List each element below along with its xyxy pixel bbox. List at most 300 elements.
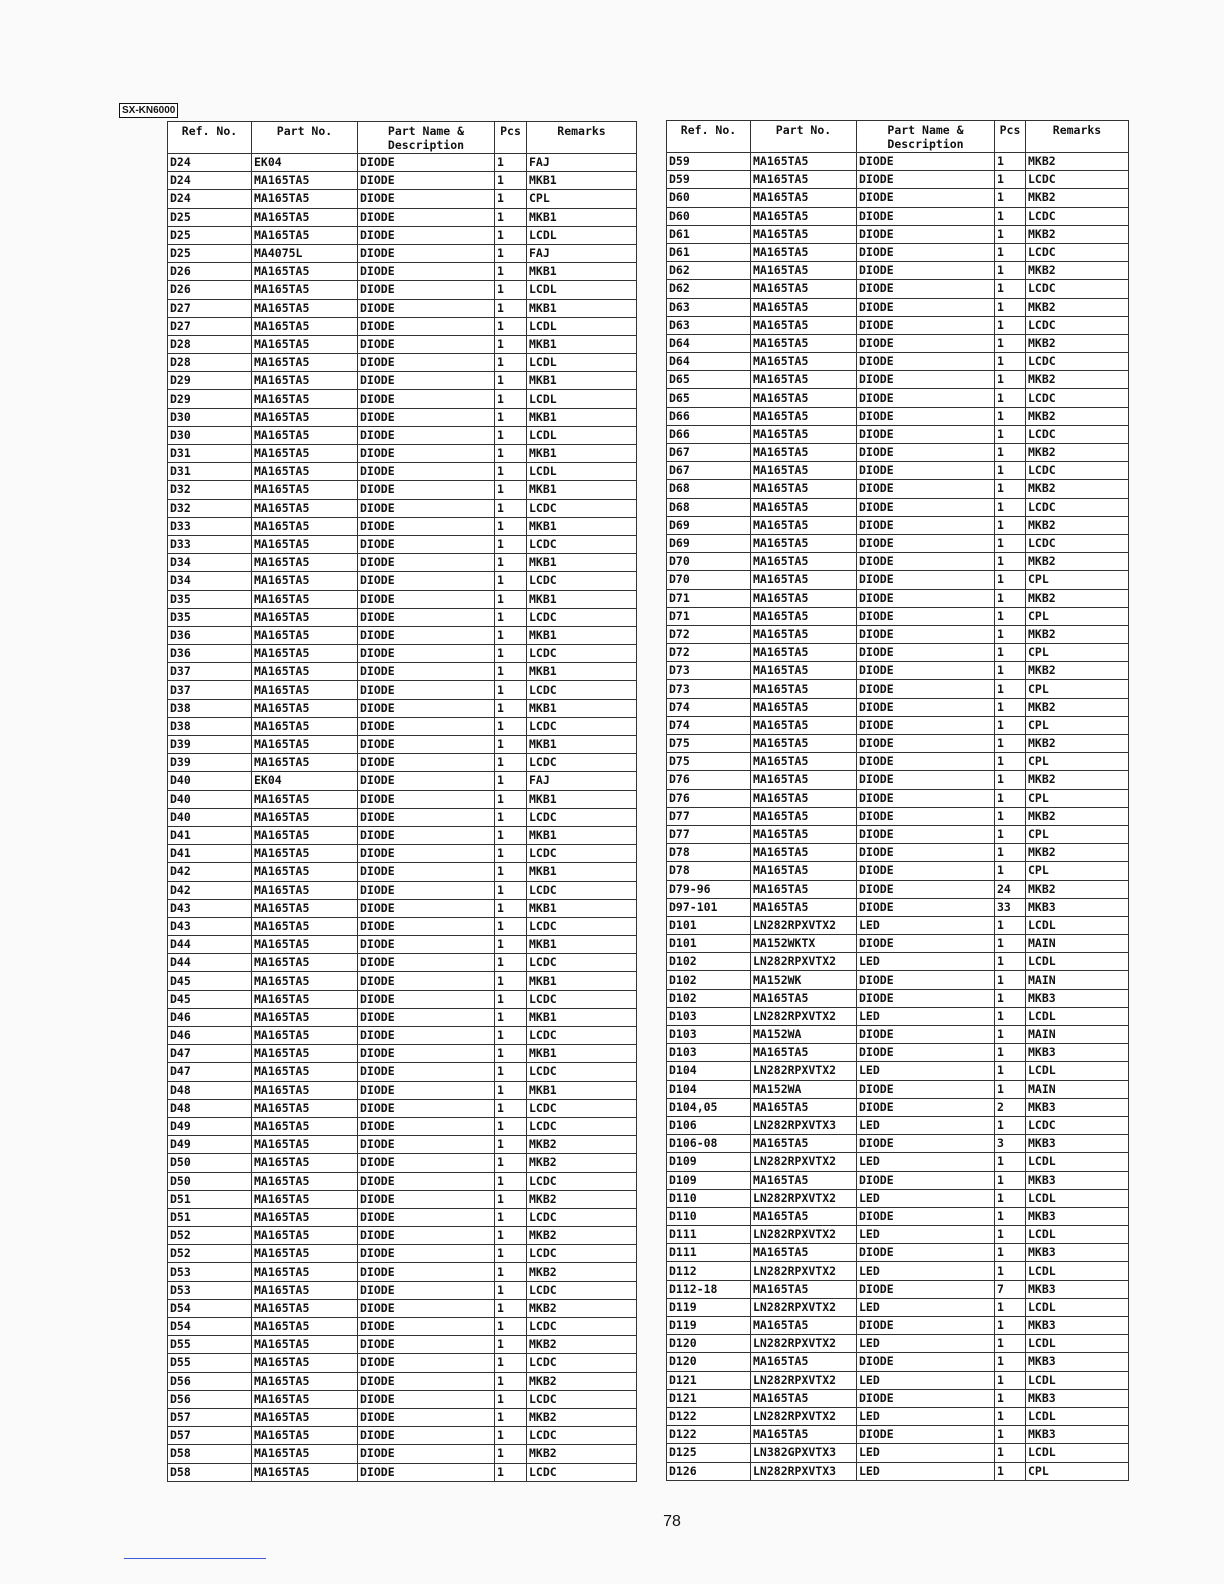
table-row: [667, 425, 1129, 443]
ref-no-cell: D63: [667, 316, 751, 334]
pcs-cell: 1: [995, 498, 1026, 516]
ref-no-cell: D97-101: [667, 898, 751, 916]
model-label: SX-KN6000: [119, 103, 178, 118]
table-row: [168, 1117, 637, 1135]
part-name-cell: DIODE: [358, 754, 495, 772]
part-no-cell: MA165TA5: [252, 172, 358, 190]
pcs-cell: 1: [495, 1354, 527, 1372]
part-name-cell: DIODE: [358, 1045, 495, 1063]
pcs-cell: 1: [995, 1189, 1026, 1207]
table-row: [667, 735, 1129, 753]
footer-divider: [124, 1558, 266, 1559]
part-no-cell: MA165TA5: [252, 881, 358, 899]
pcs-cell: 1: [495, 1390, 527, 1408]
part-no-cell: MA165TA5: [252, 1063, 358, 1081]
remarks-cell: LCDC: [1026, 243, 1129, 261]
part-name-cell: DIODE: [358, 826, 495, 844]
part-no-cell: MA165TA5: [751, 389, 857, 407]
remarks-cell: MKB2: [1026, 844, 1129, 862]
part-name-cell: DIODE: [358, 535, 495, 553]
part-name-cell: DIODE: [358, 1427, 495, 1445]
part-name-cell: DIODE: [358, 190, 495, 208]
table-row: [168, 408, 637, 426]
col-remarks: Remarks: [1026, 121, 1129, 153]
table-row: [667, 880, 1129, 898]
ref-no-cell: D121: [667, 1371, 751, 1389]
table-row: [667, 953, 1129, 971]
part-no-cell: MA165TA5: [252, 354, 358, 372]
pcs-cell: 1: [995, 371, 1026, 389]
ref-no-cell: D72: [667, 644, 751, 662]
remarks-cell: MKB2: [1026, 735, 1129, 753]
part-no-cell: MA165TA5: [751, 153, 857, 171]
ref-no-cell: D68: [667, 498, 751, 516]
table-row: [667, 1389, 1129, 1407]
ref-no-cell: D71: [667, 607, 751, 625]
ref-no-cell: D57: [168, 1408, 252, 1426]
part-no-cell: LN282RPXVTX2: [751, 916, 857, 934]
pcs-cell: 1: [995, 735, 1026, 753]
pcs-cell: 1: [495, 535, 527, 553]
table-row: [667, 1080, 1129, 1098]
table-row: [168, 499, 637, 517]
ref-no-cell: D65: [667, 389, 751, 407]
table-row: [667, 662, 1129, 680]
ref-no-cell: D46: [168, 1008, 252, 1026]
remarks-cell: MKB2: [1026, 407, 1129, 425]
pcs-cell: 1: [995, 716, 1026, 734]
pcs-cell: 1: [495, 1045, 527, 1063]
remarks-cell: LCDC: [527, 535, 637, 553]
part-no-cell: MA165TA5: [751, 862, 857, 880]
ref-no-cell: D78: [667, 862, 751, 880]
table-row: [168, 790, 637, 808]
part-name-cell: DIODE: [358, 1263, 495, 1281]
remarks-cell: LCDL: [1026, 1189, 1129, 1207]
table-row: [168, 626, 637, 644]
table-body: [168, 154, 637, 1482]
ref-no-cell: D109: [667, 1171, 751, 1189]
pcs-cell: 1: [495, 154, 527, 172]
ref-no-cell: D31: [168, 463, 252, 481]
part-no-cell: MA165TA5: [252, 1172, 358, 1190]
table-row: [667, 1098, 1129, 1116]
remarks-cell: MKB2: [527, 1445, 637, 1463]
remarks-cell: LCDC: [527, 717, 637, 735]
part-no-cell: MA165TA5: [252, 990, 358, 1008]
part-name-cell: DIODE: [857, 334, 995, 352]
pcs-cell: 1: [995, 1116, 1026, 1134]
pcs-cell: 1: [995, 153, 1026, 171]
remarks-cell: LCDL: [1026, 1407, 1129, 1425]
part-no-cell: MA165TA5: [751, 1389, 857, 1407]
remarks-cell: LCDC: [527, 572, 637, 590]
part-name-cell: DIODE: [857, 316, 995, 334]
remarks-cell: MKB2: [527, 1227, 637, 1245]
ref-no-cell: D74: [667, 716, 751, 734]
remarks-cell: LCDC: [527, 1172, 637, 1190]
part-no-cell: MA165TA5: [751, 880, 857, 898]
pcs-cell: 1: [495, 917, 527, 935]
part-no-cell: MA165TA5: [751, 1171, 857, 1189]
ref-no-cell: D41: [168, 826, 252, 844]
ref-no-cell: D106: [667, 1116, 751, 1134]
part-no-cell: LN282RPXVTX2: [751, 1298, 857, 1316]
remarks-cell: MKB3: [1026, 1426, 1129, 1444]
part-no-cell: MA165TA5: [252, 1354, 358, 1372]
ref-no-cell: D35: [168, 608, 252, 626]
pcs-cell: 1: [495, 1263, 527, 1281]
table-row: [667, 1298, 1129, 1316]
pcs-cell: 3: [995, 1135, 1026, 1153]
remarks-cell: MKB2: [1026, 516, 1129, 534]
table-row: [667, 589, 1129, 607]
pcs-cell: 1: [995, 607, 1026, 625]
table-row: [168, 1427, 637, 1445]
remarks-cell: LCDC: [527, 1099, 637, 1117]
remarks-cell: MAIN: [1026, 1026, 1129, 1044]
part-no-cell: MA165TA5: [751, 680, 857, 698]
part-no-cell: MA165TA5: [252, 481, 358, 499]
remarks-cell: MKB1: [527, 899, 637, 917]
pcs-cell: 1: [995, 462, 1026, 480]
ref-no-cell: D126: [667, 1462, 751, 1480]
pcs-cell: 1: [495, 681, 527, 699]
pcs-cell: 1: [495, 408, 527, 426]
pcs-cell: 1: [995, 280, 1026, 298]
ref-no-cell: D39: [168, 754, 252, 772]
remarks-cell: LCDL: [1026, 1371, 1129, 1389]
remarks-cell: CPL: [1026, 716, 1129, 734]
ref-no-cell: D27: [168, 299, 252, 317]
remarks-cell: MKB3: [1026, 989, 1129, 1007]
part-name-cell: DIODE: [358, 772, 495, 790]
part-no-cell: MA165TA5: [252, 1427, 358, 1445]
pcs-cell: 1: [995, 753, 1026, 771]
remarks-cell: MKB3: [1026, 1244, 1129, 1262]
ref-no-cell: D102: [667, 953, 751, 971]
part-name-cell: DIODE: [358, 1445, 495, 1463]
part-no-cell: MA165TA5: [252, 954, 358, 972]
part-name-cell: DIODE: [857, 862, 995, 880]
remarks-cell: MKB2: [1026, 553, 1129, 571]
part-name-cell: DIODE: [857, 1044, 995, 1062]
part-name-cell: DIODE: [358, 1227, 495, 1245]
part-no-cell: MA165TA5: [751, 1426, 857, 1444]
table-row: [168, 1445, 637, 1463]
remarks-cell: LCDC: [1026, 171, 1129, 189]
table-row: [667, 189, 1129, 207]
ref-no-cell: D79-96: [667, 880, 751, 898]
ref-no-cell: D25: [168, 226, 252, 244]
table-row: [168, 190, 637, 208]
part-no-cell: MA165TA5: [252, 372, 358, 390]
part-name-cell: DIODE: [857, 716, 995, 734]
part-name-cell: DIODE: [857, 207, 995, 225]
pcs-cell: 1: [495, 190, 527, 208]
part-name-cell: DIODE: [857, 625, 995, 643]
pcs-cell: 1: [495, 354, 527, 372]
pcs-cell: 1: [495, 1445, 527, 1463]
part-name-cell: LED: [857, 1116, 995, 1134]
table-row: [667, 371, 1129, 389]
pcs-cell: 1: [495, 1208, 527, 1226]
table-row: [667, 1153, 1129, 1171]
pcs-cell: 1: [995, 625, 1026, 643]
table-row: [667, 680, 1129, 698]
table-row: [667, 280, 1129, 298]
ref-no-cell: D77: [667, 825, 751, 843]
part-no-cell: MA165TA5: [751, 262, 857, 280]
part-no-cell: EK04: [252, 154, 358, 172]
ref-no-cell: D67: [667, 444, 751, 462]
remarks-cell: MKB1: [527, 863, 637, 881]
table-row: [667, 607, 1129, 625]
part-no-cell: MA165TA5: [751, 480, 857, 498]
pcs-cell: 1: [495, 226, 527, 244]
ref-no-cell: D104: [667, 1080, 751, 1098]
remarks-cell: CPL: [1026, 571, 1129, 589]
ref-no-cell: D70: [667, 571, 751, 589]
remarks-cell: MKB2: [1026, 298, 1129, 316]
remarks-cell: LCDC: [527, 1390, 637, 1408]
table-row: [667, 698, 1129, 716]
pcs-cell: 1: [495, 1172, 527, 1190]
table-row: [667, 480, 1129, 498]
ref-no-cell: D42: [168, 881, 252, 899]
part-no-cell: MA165TA5: [252, 808, 358, 826]
part-name-cell: LED: [857, 1062, 995, 1080]
remarks-cell: MKB3: [1026, 1171, 1129, 1189]
pcs-cell: 1: [995, 171, 1026, 189]
part-name-cell: DIODE: [358, 1099, 495, 1117]
table-row: [168, 1372, 637, 1390]
pcs-cell: 1: [495, 645, 527, 663]
col-ref-no: Ref. No.: [667, 121, 751, 153]
ref-no-cell: D47: [168, 1045, 252, 1063]
table-row: [168, 572, 637, 590]
part-no-cell: MA165TA5: [252, 645, 358, 663]
part-name-cell: DIODE: [857, 371, 995, 389]
remarks-cell: LCDL: [1026, 1335, 1129, 1353]
pcs-cell: 1: [495, 790, 527, 808]
table-row: [667, 1007, 1129, 1025]
pcs-cell: 1: [995, 298, 1026, 316]
part-name-cell: DIODE: [358, 426, 495, 444]
ref-no-cell: D41: [168, 845, 252, 863]
table-row: [667, 243, 1129, 261]
parts-table-left: [167, 121, 637, 1482]
part-no-cell: MA165TA5: [751, 1135, 857, 1153]
table-row: [168, 663, 637, 681]
ref-no-cell: D76: [667, 771, 751, 789]
part-no-cell: MA165TA5: [751, 462, 857, 480]
part-name-cell: DIODE: [857, 407, 995, 425]
remarks-cell: LCDL: [1026, 916, 1129, 934]
part-no-cell: MA165TA5: [751, 771, 857, 789]
part-name-cell: LED: [857, 1335, 995, 1353]
table-row: [667, 1280, 1129, 1298]
part-no-cell: MA165TA5: [751, 425, 857, 443]
pcs-cell: 1: [495, 1063, 527, 1081]
remarks-cell: MKB1: [527, 790, 637, 808]
part-no-cell: MA165TA5: [252, 281, 358, 299]
part-name-cell: DIODE: [857, 698, 995, 716]
part-name-cell: DIODE: [358, 736, 495, 754]
remarks-cell: MKB2: [527, 1263, 637, 1281]
part-name-cell: DIODE: [857, 1080, 995, 1098]
ref-no-cell: D110: [667, 1207, 751, 1225]
ref-no-cell: D54: [168, 1318, 252, 1336]
remarks-cell: LCDC: [527, 1245, 637, 1263]
pcs-cell: 1: [495, 772, 527, 790]
part-name-cell: DIODE: [857, 1317, 995, 1335]
part-no-cell: MA165TA5: [751, 662, 857, 680]
remarks-cell: MKB3: [1026, 1098, 1129, 1116]
ref-no-cell: D38: [168, 699, 252, 717]
table-row: [667, 389, 1129, 407]
ref-no-cell: D75: [667, 735, 751, 753]
part-name-cell: DIODE: [857, 680, 995, 698]
table-row: [667, 1407, 1129, 1425]
part-no-cell: MA165TA5: [751, 298, 857, 316]
part-no-cell: MA165TA5: [252, 190, 358, 208]
table-row: [168, 681, 637, 699]
ref-no-cell: D52: [168, 1227, 252, 1245]
part-no-cell: MA165TA5: [751, 1280, 857, 1298]
part-name-cell: DIODE: [358, 1208, 495, 1226]
part-name-cell: DIODE: [857, 444, 995, 462]
part-no-cell: MA165TA5: [751, 844, 857, 862]
remarks-cell: MKB1: [527, 263, 637, 281]
part-name-cell: DIODE: [358, 936, 495, 954]
ref-no-cell: D111: [667, 1226, 751, 1244]
part-name-cell: DIODE: [358, 1172, 495, 1190]
ref-no-cell: D38: [168, 717, 252, 735]
remarks-cell: MKB1: [527, 663, 637, 681]
remarks-cell: LCDC: [527, 881, 637, 899]
remarks-cell: LCDC: [527, 1427, 637, 1445]
ref-no-cell: D49: [168, 1117, 252, 1135]
ref-no-cell: D36: [168, 645, 252, 663]
remarks-cell: CPL: [1026, 680, 1129, 698]
pcs-cell: 1: [995, 989, 1026, 1007]
table-row: [168, 1227, 637, 1245]
remarks-cell: LCDC: [1026, 498, 1129, 516]
pcs-cell: 1: [495, 299, 527, 317]
part-no-cell: MA165TA5: [252, 535, 358, 553]
table-row: [168, 517, 637, 535]
table-row: [168, 699, 637, 717]
table-row: [667, 1189, 1129, 1207]
part-no-cell: MA165TA5: [252, 681, 358, 699]
remarks-cell: MKB2: [527, 1372, 637, 1390]
remarks-cell: LCDL: [1026, 1298, 1129, 1316]
ref-no-cell: D106-08: [667, 1135, 751, 1153]
ref-no-cell: D73: [667, 680, 751, 698]
remarks-cell: LCDC: [527, 1117, 637, 1135]
part-name-cell: DIODE: [857, 825, 995, 843]
remarks-cell: CPL: [1026, 644, 1129, 662]
table-row: [168, 590, 637, 608]
pcs-cell: 1: [995, 862, 1026, 880]
part-name-cell: LED: [857, 1371, 995, 1389]
part-name-cell: DIODE: [358, 954, 495, 972]
table-row: [168, 954, 637, 972]
remarks-cell: MKB2: [1026, 880, 1129, 898]
ref-no-cell: D37: [168, 681, 252, 699]
part-no-cell: MA165TA5: [751, 607, 857, 625]
table-row: [168, 772, 637, 790]
part-name-cell: DIODE: [358, 863, 495, 881]
remarks-cell: LCDC: [527, 1063, 637, 1081]
table-row: [168, 1354, 637, 1372]
ref-no-cell: D103: [667, 1044, 751, 1062]
part-no-cell: MA165TA5: [751, 571, 857, 589]
remarks-cell: MKB2: [1026, 589, 1129, 607]
part-no-cell: MA165TA5: [751, 1244, 857, 1262]
table-row: [168, 1299, 637, 1317]
ref-no-cell: D102: [667, 971, 751, 989]
part-no-cell: MA165TA5: [252, 717, 358, 735]
part-no-cell: MA165TA5: [252, 572, 358, 590]
part-name-cell: DIODE: [857, 243, 995, 261]
part-no-cell: MA165TA5: [252, 1190, 358, 1208]
ref-no-cell: D70: [667, 553, 751, 571]
part-name-cell: DIODE: [358, 172, 495, 190]
table-row: [667, 444, 1129, 462]
pcs-cell: 1: [495, 990, 527, 1008]
ref-no-cell: D76: [667, 789, 751, 807]
table-row: [667, 498, 1129, 516]
ref-no-cell: D59: [667, 153, 751, 171]
remarks-cell: MKB1: [527, 517, 637, 535]
pcs-cell: 1: [995, 844, 1026, 862]
pcs-cell: 1: [995, 262, 1026, 280]
table-row: [667, 789, 1129, 807]
ref-no-cell: D109: [667, 1153, 751, 1171]
pcs-cell: 33: [995, 898, 1026, 916]
pcs-cell: 1: [995, 680, 1026, 698]
remarks-cell: LCDL: [527, 281, 637, 299]
ref-no-cell: D58: [168, 1463, 252, 1481]
part-no-cell: MA165TA5: [252, 1445, 358, 1463]
part-name-cell: DIODE: [358, 608, 495, 626]
part-name-cell: DIODE: [857, 262, 995, 280]
page-number: 78: [663, 1513, 681, 1530]
part-no-cell: MA165TA5: [252, 1463, 358, 1481]
part-no-cell: MA165TA5: [751, 498, 857, 516]
part-no-cell: MA165TA5: [751, 825, 857, 843]
ref-no-cell: D29: [168, 390, 252, 408]
remarks-cell: MKB2: [1026, 662, 1129, 680]
part-no-cell: MA165TA5: [252, 1245, 358, 1263]
remarks-cell: LCDC: [527, 1027, 637, 1045]
table-row: [667, 807, 1129, 825]
remarks-cell: LCDC: [1026, 353, 1129, 371]
part-no-cell: MA165TA5: [252, 899, 358, 917]
pcs-cell: 1: [495, 317, 527, 335]
part-name-cell: DIODE: [358, 263, 495, 281]
part-name-cell: LED: [857, 916, 995, 934]
remarks-cell: MKB1: [527, 372, 637, 390]
table-header-row: [667, 121, 1129, 153]
part-name-cell: LED: [857, 1298, 995, 1316]
remarks-cell: FAJ: [527, 772, 637, 790]
part-name-cell: DIODE: [857, 607, 995, 625]
part-no-cell: MA165TA5: [751, 735, 857, 753]
remarks-cell: MKB1: [527, 699, 637, 717]
